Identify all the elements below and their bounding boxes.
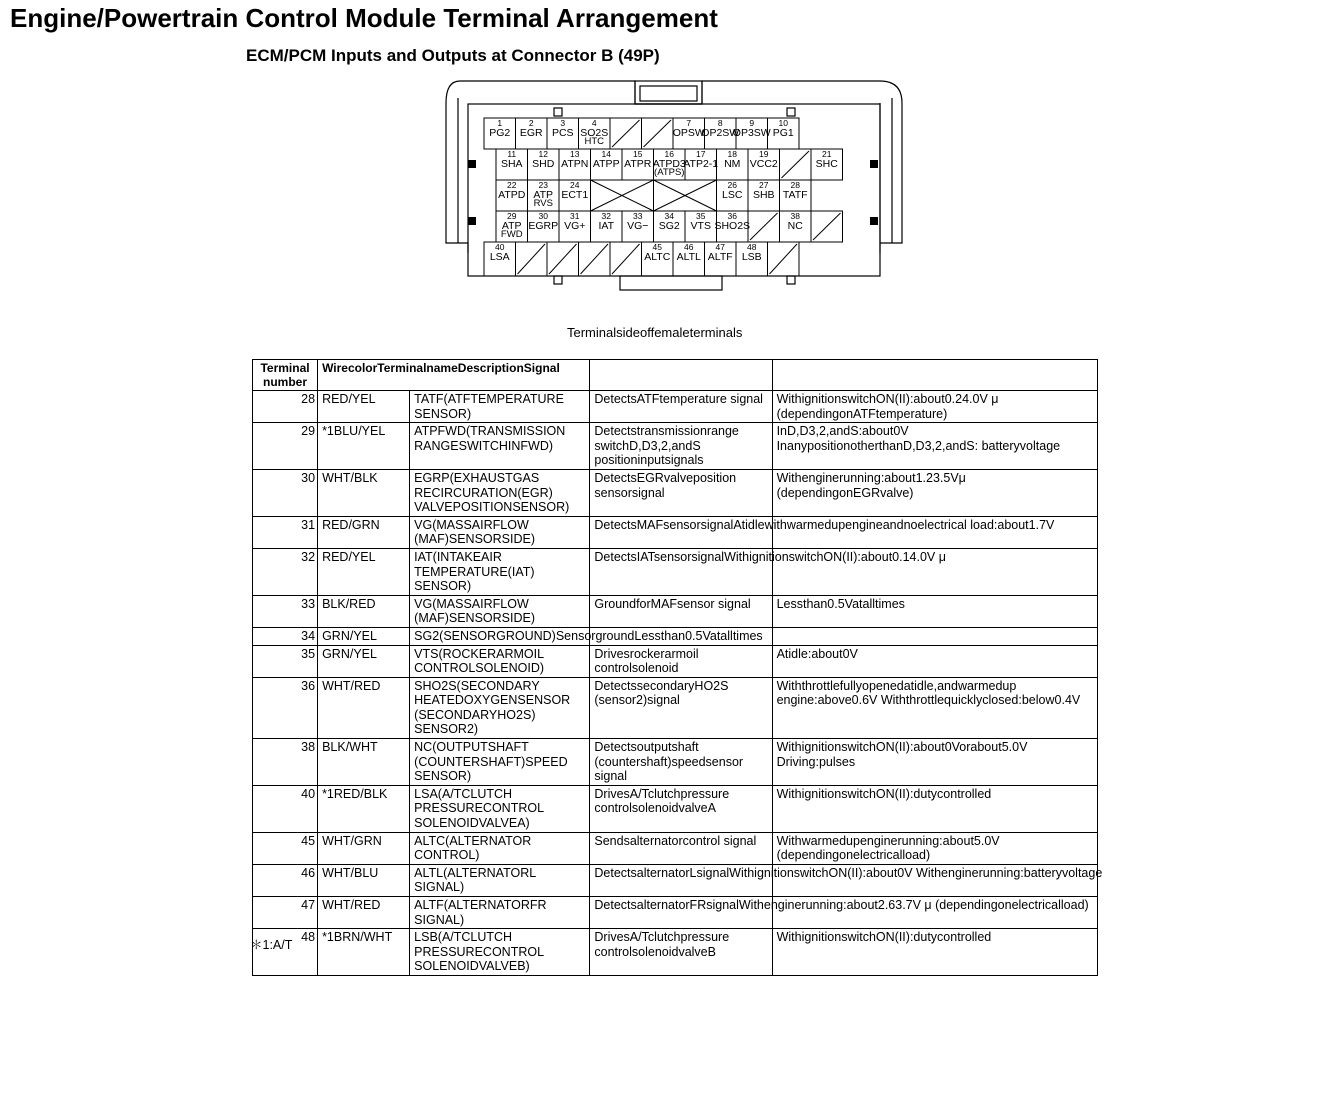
pin-label: ALTC bbox=[644, 251, 671, 263]
wire-color-cell: *1RED/BLK bbox=[318, 785, 410, 832]
pin-label: OPSW bbox=[672, 127, 705, 139]
table-row bbox=[253, 469, 1098, 516]
terminal-number-cell: 45 bbox=[253, 832, 318, 864]
blank-pin-mark bbox=[644, 120, 672, 147]
pin-label: SHA bbox=[500, 158, 523, 170]
description-cell: DetectsalternatorFRsignalWithenginerunning:about2.63.7V μ (dependingonelectricalload) bbox=[590, 897, 772, 929]
pin-label: SHO2S bbox=[714, 220, 751, 232]
description-cell: DrivesA/Tclutchpressure controlsolenoidvalveB bbox=[590, 929, 772, 976]
signal-cell: Atidle:about0V bbox=[772, 645, 1097, 677]
table-row bbox=[253, 677, 1098, 738]
pin-number: 30 bbox=[538, 211, 548, 221]
blank-pin-mark bbox=[612, 120, 640, 147]
pin-number: 21 bbox=[822, 149, 832, 159]
pin-label: ALTF bbox=[707, 251, 733, 263]
table-row bbox=[253, 785, 1098, 832]
wire-color-cell: BLK/RED bbox=[318, 595, 410, 627]
wire-color-cell: BLK/WHT bbox=[318, 739, 410, 786]
signal-cell: Withthrottlefullyopenedatidle,andwarmedup engine:above0.6V Withthrottlequicklyclosed:below0.4V bbox=[772, 677, 1097, 738]
pin-number: 45 bbox=[652, 242, 662, 252]
pin-label: ALTL bbox=[676, 251, 701, 263]
description-cell: DetectsalternatorLsignalWithignitionswitchON(II):about0V Withenginerunning:batteryvoltage bbox=[590, 864, 772, 896]
pin-label: ATP bbox=[501, 220, 522, 232]
table-row bbox=[253, 627, 1098, 645]
table-header-row bbox=[253, 360, 1098, 391]
terminal-name-cell: VTS(ROCKERARMOIL CONTROLSOLENOID) bbox=[410, 645, 590, 677]
terminal-name-cell: ALTC(ALTERNATOR CONTROL) bbox=[410, 832, 590, 864]
pin-label: VG+ bbox=[564, 220, 586, 232]
pin-number: 22 bbox=[507, 180, 517, 190]
pin-label: SHD bbox=[532, 158, 555, 170]
pin-label: ECT1 bbox=[561, 189, 589, 201]
table-row bbox=[253, 548, 1098, 595]
connector-diagram bbox=[440, 78, 910, 294]
pin-label: ATP2-1 bbox=[683, 158, 719, 170]
terminal-name-cell: VG(MASSAIRFLOW (MAF)SENSORSIDE) bbox=[410, 516, 590, 548]
blank-pin-mark bbox=[813, 213, 841, 240]
header-empty-1 bbox=[590, 360, 772, 391]
terminal-number-cell: 48 bbox=[253, 929, 318, 976]
description-cell: Detectsoutputshaft (countershaft)speedsensor signal bbox=[590, 739, 772, 786]
signal-cell bbox=[772, 627, 1097, 645]
page-subtitle: ECM/PCM Inputs and Outputs at Connector B (49P) bbox=[246, 46, 660, 65]
terminal-number-cell: 35 bbox=[253, 645, 318, 677]
pin-label: PG2 bbox=[489, 127, 511, 139]
terminal-number-cell: 40 bbox=[253, 785, 318, 832]
pin-number: 13 bbox=[570, 149, 580, 159]
pin-number: 34 bbox=[664, 211, 674, 221]
terminal-name-cell: ALTL(ALTERNATORL SIGNAL) bbox=[410, 864, 590, 896]
pin-label: HTC bbox=[584, 136, 605, 147]
table-row bbox=[253, 516, 1098, 548]
pin-label: VG− bbox=[627, 220, 649, 232]
terminal-number-cell: 32 bbox=[253, 548, 318, 595]
pin-label: LSA bbox=[489, 251, 510, 263]
terminal-number-cell: 33 bbox=[253, 595, 318, 627]
wire-color-cell: WHT/RED bbox=[318, 677, 410, 738]
pin-number: 10 bbox=[778, 118, 788, 128]
pin-number: 19 bbox=[759, 149, 769, 159]
pin-number: 2 bbox=[528, 118, 534, 128]
terminal-name-cell: IAT(INTAKEAIR TEMPERATURE(IAT) SENSOR) bbox=[410, 548, 590, 595]
terminal-name-cell: ALTF(ALTERNATORFR SIGNAL) bbox=[410, 897, 590, 929]
wire-color-cell: RED/YEL bbox=[318, 548, 410, 595]
pin-number: 3 bbox=[560, 118, 566, 128]
pin-number: 15 bbox=[633, 149, 643, 159]
pin-number: 28 bbox=[790, 180, 800, 190]
pin-label: VCC2 bbox=[749, 158, 778, 170]
pin-label: EGRP bbox=[528, 220, 559, 232]
description-cell: DetectsEGRvalveposition sensorsignal bbox=[590, 469, 772, 516]
table-row bbox=[253, 929, 1098, 976]
wire-color-cell: RED/GRN bbox=[318, 516, 410, 548]
description-cell: Drivesrockerarmoil controlsolenoid bbox=[590, 645, 772, 677]
wire-color-cell: *1BLU/YEL bbox=[318, 423, 410, 470]
pin-number: 8 bbox=[717, 118, 723, 128]
signal-cell: InD,D3,2,andS:about0V InanypositionotherthanD,D3,2,andS: batteryvoltage bbox=[772, 423, 1097, 470]
blank-pin-mark bbox=[518, 244, 546, 274]
wire-color-cell: WHT/GRN bbox=[318, 832, 410, 864]
terminal-name-cell: ATPFWD(TRANSMISSION RANGESWITCHINFWD) bbox=[410, 423, 590, 470]
signal-cell: Withenginerunning:about1.23.5Vμ (dependingonEGRvalve) bbox=[772, 469, 1097, 516]
description-cell: DrivesA/Tclutchpressure controlsolenoidvalveA bbox=[590, 785, 772, 832]
pin-number: 17 bbox=[696, 149, 706, 159]
terminal-name-cell: NC(OUTPUTSHAFT (COUNTERSHAFT)SPEED SENSOR) bbox=[410, 739, 590, 786]
description-cell: Detectstransmissionrange switchD,D3,2,andS positioninputsignals bbox=[590, 423, 772, 470]
terminal-name-cell: LSA(A/TCLUTCH PRESSURECONTROL SOLENOIDVALVEA) bbox=[410, 785, 590, 832]
pin-number: 18 bbox=[727, 149, 737, 159]
pin-label: SHB bbox=[752, 189, 775, 201]
footnote: ＊1:A/T bbox=[250, 938, 293, 952]
description-cell: DetectsIATsensorsignalWithignitionswitchON(II):about0.14.0V μ bbox=[590, 548, 772, 595]
pin-number: 14 bbox=[601, 149, 611, 159]
terminal-number-cell: 29 bbox=[253, 423, 318, 470]
pin-number: 48 bbox=[747, 242, 757, 252]
signal-cell: WithignitionswitchON(II):dutycontrolled bbox=[772, 785, 1097, 832]
pin-number: 33 bbox=[633, 211, 643, 221]
pin-label: OP2SW bbox=[701, 127, 740, 139]
table-row bbox=[253, 864, 1098, 896]
pin-label: ATPD3 bbox=[652, 158, 686, 170]
table-row bbox=[253, 897, 1098, 929]
pin-label: RVS bbox=[533, 198, 553, 209]
pin-number: 23 bbox=[538, 180, 548, 190]
pin-number: 24 bbox=[570, 180, 580, 190]
table-row bbox=[253, 645, 1098, 677]
terminal-name-cell: LSB(A/TCLUTCH PRESSURECONTROL SOLENOIDVALVEB) bbox=[410, 929, 590, 976]
connector-latch-bottom bbox=[620, 276, 722, 290]
terminal-number-cell: 47 bbox=[253, 897, 318, 929]
page-title: Engine/Powertrain Control Module Terminal Arrangement bbox=[10, 3, 718, 33]
wire-color-cell: WHT/RED bbox=[318, 897, 410, 929]
pin-label: SG2 bbox=[658, 220, 680, 232]
terminal-number-cell: 46 bbox=[253, 864, 318, 896]
description-cell: DetectsATFtemperature signal bbox=[590, 391, 772, 423]
wire-color-cell: GRN/YEL bbox=[318, 627, 410, 645]
header-terminal-number: Terminal number bbox=[253, 360, 318, 391]
pin-number: 38 bbox=[790, 211, 800, 221]
pin-label: SHC bbox=[815, 158, 838, 170]
terminal-number-cell: 30 bbox=[253, 469, 318, 516]
wire-color-cell: WHT/BLK bbox=[318, 469, 410, 516]
header-merged: WirecolorTerminalnameDescriptionSignal bbox=[318, 360, 590, 391]
table-row bbox=[253, 595, 1098, 627]
pin-number: 46 bbox=[684, 242, 694, 252]
pin-label: VTS bbox=[690, 220, 711, 232]
terminal-name-cell: SG2(SENSORGROUND)SensorgroundLessthan0.5Vatalltimes bbox=[410, 627, 590, 645]
description-cell: DetectsMAFsensorsignalAtidlewithwarmedupengineandnoelectrical load:about1.7V bbox=[590, 516, 772, 548]
pin-number: 11 bbox=[507, 149, 517, 159]
pin-label: OP3SW bbox=[732, 127, 771, 139]
pin-number: 32 bbox=[601, 211, 611, 221]
diagram-caption: Terminalsideoffemaleterminals bbox=[567, 325, 743, 340]
pin-number: 36 bbox=[727, 211, 737, 221]
pin-label: ATPP bbox=[592, 158, 620, 170]
signal-cell: WithignitionswitchON(II):dutycontrolled bbox=[772, 929, 1097, 976]
pin-label: ATP bbox=[533, 189, 554, 201]
pin-number: 4 bbox=[591, 118, 597, 128]
pin-number: 7 bbox=[686, 118, 692, 128]
pin-label: ATPR bbox=[624, 158, 652, 170]
pin-number: 31 bbox=[570, 211, 580, 221]
blank-pin-mark bbox=[750, 213, 778, 240]
pin-number: 12 bbox=[538, 149, 548, 159]
pin-number: 16 bbox=[664, 149, 674, 159]
signal-cell: Withwarmedupenginerunning:about5.0V (dependingonelectricalload) bbox=[772, 832, 1097, 864]
pin-label: PG1 bbox=[772, 127, 794, 139]
pin-label: PCS bbox=[551, 127, 574, 139]
table-row bbox=[253, 423, 1098, 470]
wire-color-cell: WHT/BLU bbox=[318, 864, 410, 896]
pin-label: EGR bbox=[519, 127, 543, 139]
wire-color-cell: RED/YEL bbox=[318, 391, 410, 423]
terminal-name-cell: EGRP(EXHAUSTGAS RECIRCURATION(EGR) VALVEPOSITIONSENSOR) bbox=[410, 469, 590, 516]
pin-number: 27 bbox=[759, 180, 769, 190]
pin-label: IAT bbox=[598, 220, 615, 232]
signal-cell: WithignitionswitchON(II):about0.24.0V μ (dependingonATFtemperature) bbox=[772, 391, 1097, 423]
blank-pin-mark bbox=[782, 151, 810, 178]
pin-label: NM bbox=[724, 158, 741, 170]
pin-label: LSB bbox=[741, 251, 762, 263]
signal-cell: Lessthan0.5Vatalltimes bbox=[772, 595, 1097, 627]
pin-label: TATF bbox=[782, 189, 808, 201]
terminal-name-cell: VG(MASSAIRFLOW (MAF)SENSORSIDE) bbox=[410, 595, 590, 627]
terminal-name-cell: TATF(ATFTEMPERATURE SENSOR) bbox=[410, 391, 590, 423]
table-row bbox=[253, 739, 1098, 786]
pin-number: 1 bbox=[497, 118, 503, 128]
pin-label: SO2S bbox=[580, 127, 609, 139]
pin-label: LSC bbox=[722, 189, 743, 201]
terminal-number-cell: 36 bbox=[253, 677, 318, 738]
description-cell: Sendsalternatorcontrol signal bbox=[590, 832, 772, 864]
pin-number: 35 bbox=[696, 211, 706, 221]
description-cell: DetectssecondaryHO2S (sensor2)signal bbox=[590, 677, 772, 738]
signal-cell: WithignitionswitchON(II):about0Vorabout5.0V Driving:pulses bbox=[772, 739, 1097, 786]
pin-label: ATPD bbox=[498, 189, 526, 201]
pin-number: 26 bbox=[727, 180, 737, 190]
pin-label: ATPN bbox=[561, 158, 589, 170]
terminal-name-cell: SHO2S(SECONDARY HEATEDOXYGENSENSOR (SECONDARYHO2S) SENSOR2) bbox=[410, 677, 590, 738]
connector-housing-left bbox=[446, 81, 468, 253]
terminal-number-cell: 34 bbox=[253, 627, 318, 645]
blank-pin-mark bbox=[581, 244, 609, 274]
header-empty-2 bbox=[772, 360, 1097, 391]
blank-pin-mark bbox=[770, 244, 798, 274]
connector-latch-inner bbox=[640, 86, 697, 101]
wire-color-cell: GRN/YEL bbox=[318, 645, 410, 677]
terminal-table bbox=[252, 359, 1103, 976]
table-row bbox=[253, 832, 1098, 864]
pin-label: (ATPS) bbox=[654, 167, 685, 178]
pin-number: 29 bbox=[507, 211, 517, 221]
blank-pin-mark bbox=[612, 244, 640, 274]
pin-number: 40 bbox=[495, 242, 505, 252]
description-cell: GroundforMAFsensor signal bbox=[590, 595, 772, 627]
pin-number: 9 bbox=[749, 118, 755, 128]
pin-label: NC bbox=[787, 220, 803, 232]
blank-pin-mark bbox=[549, 244, 577, 274]
wire-color-cell: *1BRN/WHT bbox=[318, 929, 410, 976]
pin-number: 47 bbox=[715, 242, 725, 252]
terminal-number-cell: 38 bbox=[253, 739, 318, 786]
terminal-number-cell: 31 bbox=[253, 516, 318, 548]
table-row bbox=[253, 391, 1098, 423]
terminal-number-cell: 28 bbox=[253, 391, 318, 423]
pin-label: FWD bbox=[500, 229, 523, 240]
